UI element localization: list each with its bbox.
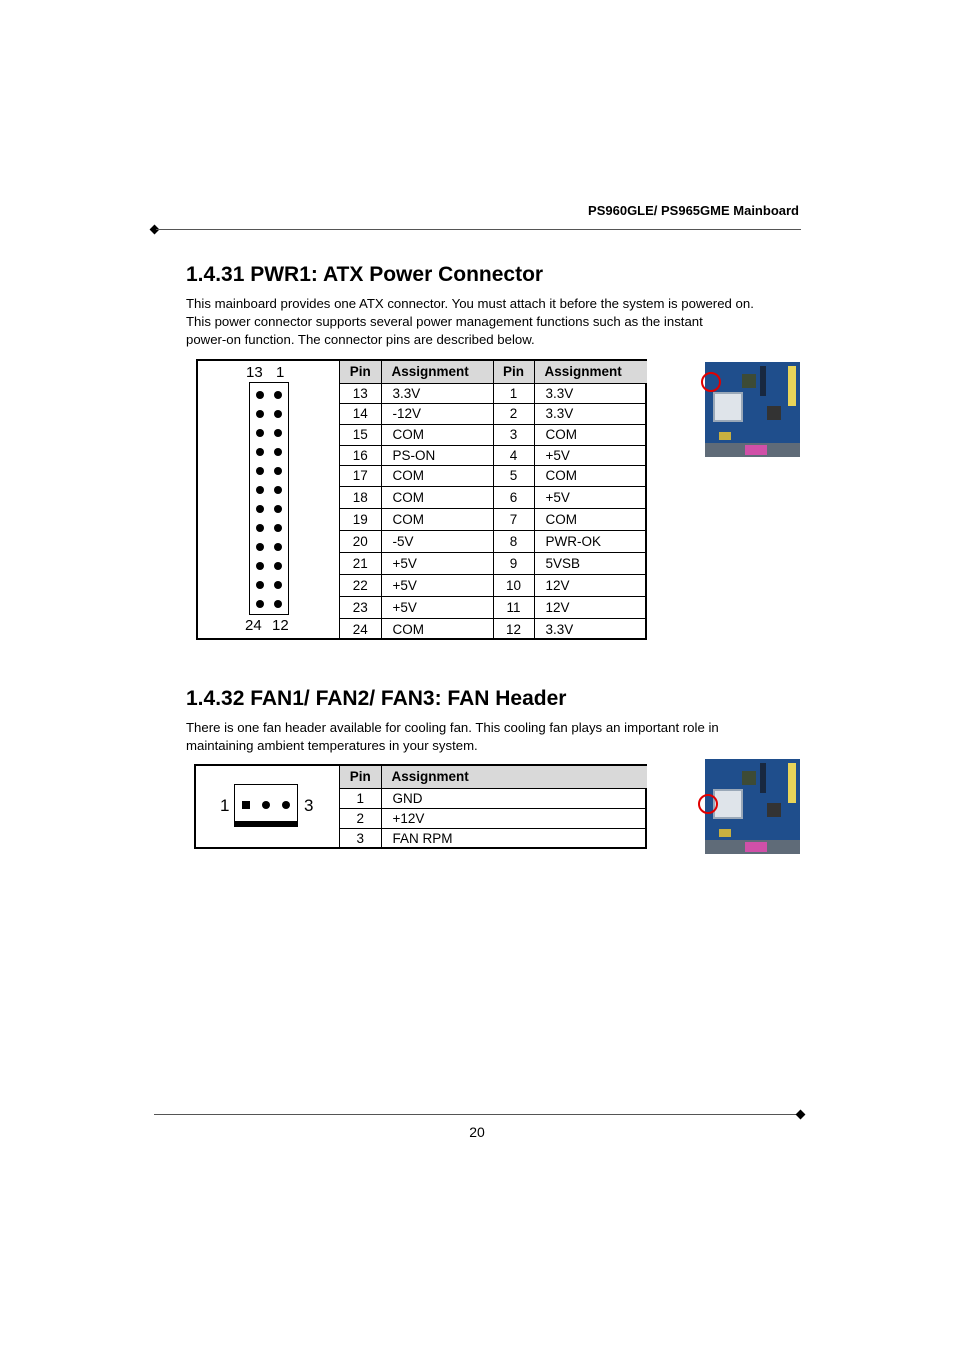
pwr-pin-dot [256,486,264,494]
table-row [340,445,647,465]
pin-cell: 12 [493,618,534,640]
table-row [340,788,647,808]
assignment-cell: PS-ON [381,445,493,465]
assignment-cell: -12V [381,403,493,424]
assignment-cell: +5V [534,486,647,508]
fan-connector-diagram [196,766,340,847]
pin-cell: 13 [340,383,381,403]
assignment-cell: GND [381,788,647,808]
assignment-cell: COM [381,618,493,640]
pin-cell: 24 [340,618,381,640]
fan-paragraph-line: There is one fan header available for cooling fan. This cooling fan plays an important role in [186,720,719,735]
pwr-col-assignment: Assignment [534,361,647,383]
assignment-cell: PWR-OK [534,530,647,552]
assignment-cell: COM [534,465,647,486]
pwr-pin-dot [274,562,282,570]
pwr-pin-dot [274,391,282,399]
table-row [340,552,647,574]
pin-cell: 5 [493,465,534,486]
assignment-cell: 3.3V [534,383,647,403]
fan-pin-2-dot [262,801,270,809]
fan-table-box [194,764,647,849]
assignment-cell: 3.3V [534,618,647,640]
pwr-label-1: 1 [276,364,285,381]
table-row [340,808,647,828]
pin-cell: 20 [340,530,381,552]
pin-cell: 11 [493,596,534,618]
fan-paragraph-line: maintaining ambient temperatures in your system. [186,738,478,753]
assignment-cell: 3.3V [534,403,647,424]
pin-cell: 16 [340,445,381,465]
fan-col-pin: Pin [340,766,381,788]
pin-cell: 2 [340,808,381,828]
assignment-cell: 12V [534,596,647,618]
table-row [340,618,647,640]
fan-board-image [705,759,800,854]
pin-cell: 1 [493,383,534,403]
assignment-cell: +5V [381,596,493,618]
pwr-connector-outline [249,382,289,615]
pwr-pin-table [340,361,647,640]
fan-location-marker [698,794,718,814]
pin-cell: 9 [493,552,534,574]
assignment-cell: -5V [381,530,493,552]
pwr-label-24: 24 [245,617,262,634]
pwr-pin-dot [274,429,282,437]
fan-pin-table [340,766,647,848]
pin-cell: 6 [493,486,534,508]
assignment-cell: COM [381,508,493,530]
pwr-pin-dot [256,543,264,551]
pwr-connector-diagram [198,361,340,638]
pwr-pin-dot [274,467,282,475]
pwr-col-pin: Pin [340,361,381,383]
pwr-label-12: 12 [272,617,289,634]
pwr-pin-dot [274,448,282,456]
pin-cell: 3 [340,828,381,848]
page-number: 20 [469,1124,485,1140]
pwr-col-assignment: Assignment [381,361,493,383]
assignment-cell: 3.3V [381,383,493,403]
pin-cell: 2 [493,403,534,424]
pwr-pin-dot [256,391,264,399]
footer-diamond [796,1110,806,1120]
fan-label-3: 3 [304,796,314,815]
pwr-paragraph-line: This mainboard provides one ATX connector. You must attach it before the system is powered on. [186,296,754,311]
pin-cell: 8 [493,530,534,552]
fan-pin-3-dot [282,801,290,809]
table-row [340,486,647,508]
assignment-cell: COM [381,424,493,445]
pin-cell: 22 [340,574,381,596]
assignment-cell: FAN RPM [381,828,647,848]
table-row [340,530,647,552]
assignment-cell: 12V [534,574,647,596]
pwr-pin-dot [274,600,282,608]
pin-cell: 3 [493,424,534,445]
pwr-pin-dot [256,524,264,532]
pin-cell: 1 [340,788,381,808]
header-rule [156,229,801,230]
pwr-heading: 1.4.31 PWR1: ATX Power Connector [186,263,544,286]
pwr-col-pin: Pin [493,361,534,383]
assignment-cell: COM [534,508,647,530]
fan-heading: 1.4.32 FAN1/ FAN2/ FAN3: FAN Header [186,687,567,710]
pin-cell: 18 [340,486,381,508]
pwr-pin-dot [256,410,264,418]
fan-pin-1-square [242,801,250,809]
table-row [340,383,647,403]
footer-rule [154,1114,800,1115]
assignment-cell: COM [381,486,493,508]
pwr-pin-dot [256,467,264,475]
pwr-pin-dot [274,410,282,418]
assignment-cell: +5V [381,552,493,574]
table-row [340,574,647,596]
pwr-pin-dot [256,505,264,513]
pin-cell: 7 [493,508,534,530]
pwr-paragraph-line: power-on function. The connector pins are described below. [186,332,535,347]
table-row [340,465,647,486]
assignment-cell: +5V [534,445,647,465]
pin-cell: 21 [340,552,381,574]
pwr-pin-dot [256,600,264,608]
fan-label-1: 1 [220,796,230,815]
header-title: PS960GLE/ PS965GME Mainboard [588,203,799,218]
pwr-pin-dot [274,543,282,551]
assignment-cell: COM [534,424,647,445]
pin-cell: 19 [340,508,381,530]
pin-cell: 23 [340,596,381,618]
fan-paragraph [186,719,796,755]
pwr-pin-dot [274,524,282,532]
assignment-cell: COM [381,465,493,486]
pin-cell: 4 [493,445,534,465]
table-row [340,508,647,530]
pwr-pin-dot [256,429,264,437]
pwr-table-box [196,359,647,640]
table-row [340,403,647,424]
pwr-paragraph-line: This power connector supports several power management functions such as the instant [186,314,703,329]
assignment-cell: +5V [381,574,493,596]
assignment-cell: +12V [381,808,647,828]
pwr-label-13: 13 [246,364,263,381]
pwr-pin-dot [274,505,282,513]
pin-cell: 14 [340,403,381,424]
assignment-cell: 5VSB [534,552,647,574]
pin-cell: 15 [340,424,381,445]
pwr-pin-dot [256,581,264,589]
table-row [340,596,647,618]
table-row [340,828,647,848]
pwr-pin-dot [274,486,282,494]
pin-cell: 10 [493,574,534,596]
fan-col-assignment: Assignment [381,766,647,788]
pwr-paragraph [186,295,796,349]
pwr-location-marker [701,372,721,392]
pwr-pin-dot [274,581,282,589]
pwr-pin-dot [256,448,264,456]
pin-cell: 17 [340,465,381,486]
pwr-pin-dot [256,562,264,570]
table-row [340,424,647,445]
